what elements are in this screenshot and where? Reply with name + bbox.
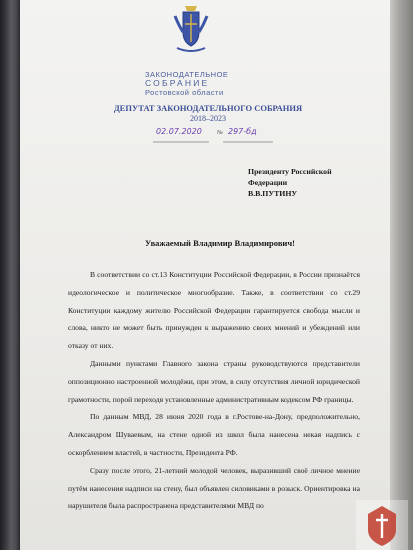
addressee-line1: Президенту Российской (248, 167, 332, 176)
page-edge (390, 0, 413, 550)
salutation: Уважаемый Владимир Владимирович! (145, 238, 295, 248)
org-name-line1: ЗАКОНОДАТЕЛЬНОЕ (145, 70, 229, 79)
body-paragraph: По данным МВД, 28 июня 2020 года в г.Ростове-на-Дону, предположительно, Александром Шуваевым, на стене одной из школ была нанесена некая надпись с оскорблением властей, в частности, Президента РФ. (68, 412, 360, 457)
deputy-title: ДЕПУТАТ ЗАКОНОДАТЕЛЬНОГО СОБРАНИЯ (113, 103, 303, 113)
registration-date: 02.07.2020 (156, 127, 202, 136)
org-name-line2: СОБРАНИЕ (145, 78, 210, 88)
registration-number: 297-бд (228, 127, 257, 136)
coat-of-arms-icon (171, 2, 211, 54)
addressee-line2: Федерации (248, 178, 288, 187)
letter-body (68, 266, 360, 515)
addressee-line3: В.В.ПУТИНУ (248, 189, 298, 198)
watermark-logo-icon (356, 500, 408, 550)
term-years: 2018–2023 (190, 114, 226, 123)
body-paragraph: В соответствии со ст.13 Конституции Российской Федерации, в России признаётся идеологическое и политическое многообразие. Также, в соответствии со ст.29 Конституции каждому жителю Российской Федерации гарантируется свобода мысли и слова, никто не может быть принужден к выражению своих мнений и убеждений или отказу от них. (68, 270, 360, 351)
registration-number-label: № (217, 130, 223, 136)
body-paragraph: Данными пунктами Главного закона страны руководствуются представители оппозиционно настроенной молодёжи, при этом, в силу отсутствия личной юридической грамотности, порой переходя установленные административным кодексом РФ границы. (68, 358, 360, 404)
body-paragraph: Сразу после этого, 21-летний молодой человек, выразивший своё личное мнение путём нанесения надписи на стену, был объявлен силовиками в розыск. Ориентировка на нарушителя была распространена представителями МВД по (68, 465, 360, 511)
addressee-block (248, 166, 332, 199)
org-name-line3: Ростовской области (145, 88, 224, 97)
